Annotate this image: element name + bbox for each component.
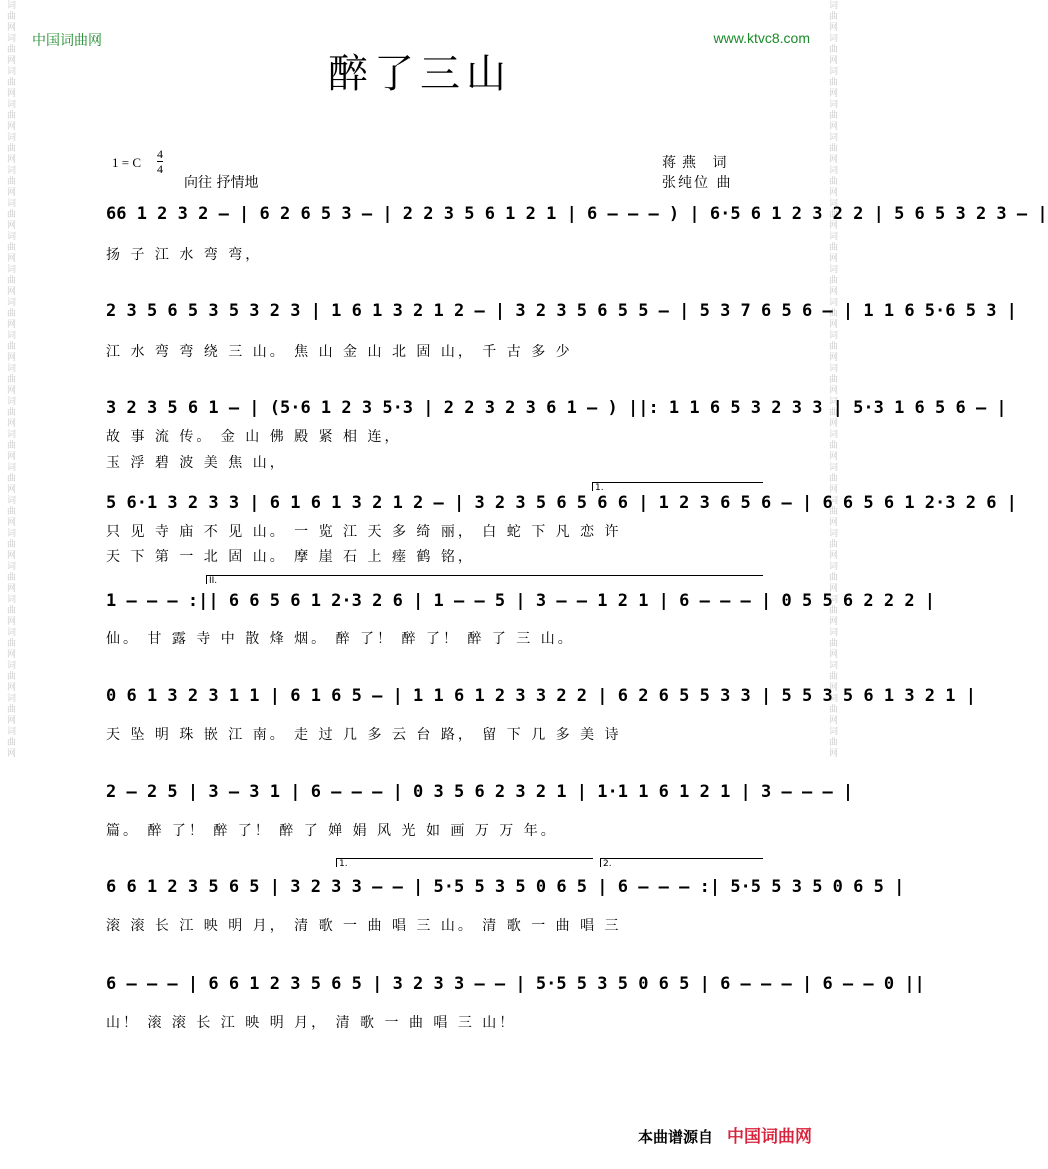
time-bottom: 4 [157,162,163,176]
score-row-9-notes: 6 – – – | 6 6 1 2 3 5 6 5 | 3 2 3 3 – – | 5·5 5 3 5 0 6 5 | 6 – – – | 6 – – 0 || [106,974,925,994]
footer-brand-link[interactable]: 中国词曲网 [727,1127,812,1147]
side-watermark-right: 词曲网词曲网词曲网词曲网词曲网词曲网词曲网词曲网词曲网词曲网词曲网词曲网词曲网词曲网词曲网词曲网词曲网词曲网词曲网词曲网词曲网词曲网词曲网 [827,0,837,759]
volta-marker-b: II. [206,575,763,584]
score-row-9-lyrics: 山！ 滚 滚 长 江 映 明 月， 清 歌 一 曲 唱 三 山！ [106,1015,517,1031]
score-row-3-lyrics-1: 故 事 流 传。 金 山 佛 殿 紧 相 连， [106,429,402,445]
footer-source [638,1122,812,1147]
score-row-1-notes: 66 1 2 3 2 – | 6 2 6 5 3 – | 2 2 3 5 6 1 2 1 | 6 – – – ) | 6·5 6 1 2 3 2 2 | 5 6 5 3 2 3 – | [106,204,1048,224]
score-row-1-lyrics: 扬 子 江 水 弯 弯， [106,247,263,263]
volta-first: 1. [336,858,593,867]
lyricist-credit: 蒋燕 词 [662,155,733,171]
key-signature: 1 = C [112,155,142,170]
side-watermark-left: 词曲网词曲网词曲网词曲网词曲网词曲网词曲网词曲网词曲网词曲网词曲网词曲网词曲网词曲网词曲网词曲网词曲网词曲网词曲网词曲网词曲网词曲网词曲网 [5,0,15,759]
site-name-top-left[interactable]: 中国词曲网 [32,33,102,49]
score-row-2-lyrics: 江 水 弯 弯 绕 三 山。 焦 山 金 山 北 固 山， 千 古 多 少 [106,344,573,360]
score-row-7-notes: 2 – 2 5 | 3 – 3 1 | 6 – – – | 0 3 5 6 2 3 2 1 | 1·1 1 6 1 2 1 | 3 – – – | [106,782,854,802]
score-row-8-notes: 6 6 1 2 3 5 6 5 | 3 2 3 3 – – | 5·5 5 3 5 0 6 5 | 6 – – – :| 5·5 5 3 5 0 6 5 | [106,877,905,897]
composer-credit: 张纯位 曲 [662,175,733,191]
score-row-6-notes: 0 6 1 3 2 3 1 1 | 6 1 6 5 – | 1 1 6 1 2 3 3 2 2 | 6 2 6 5 5 3 3 | 5 5 3 5 6 1 3 2 1 | [106,686,976,706]
tempo-mood: 向往 抒情地 [184,175,259,191]
score-row-4-lyrics-1: 只 见 寺 庙 不 见 山。 一 览 江 天 多 绮 丽， 白 蛇 下 凡 恋 许 [106,524,622,540]
score-row-6-lyrics: 天 坠 明 珠 嵌 江 南。 走 过 几 多 云 台 路， 留 下 几 多 美 诗 [106,727,622,743]
score-row-3-notes: 3 2 3 5 6 1 – | (5·6 1 2 3 5·3 | 2 2 3 2 3 6 1 – ) ||: 1 1 6 5 3 2 3 3 | 5·3 1 6 5 6 – | [106,398,1007,418]
score-row-8-lyrics: 滚 滚 长 江 映 明 月， 清 歌 一 曲 唱 三 山。 清 歌 一 曲 唱 三 [106,918,622,934]
volta-second: 2. [600,858,763,867]
score-row-5-notes: 1 – – – :|| 6 6 5 6 1 2·3 2 6 | 1 – – 5 | 3 – – 1 2 1 | 6 – – – | 0 5 5 6 2 2 2 | [106,591,936,611]
site-url-top-right[interactable]: www.ktvc8.com [713,30,810,46]
time-signature [157,147,163,176]
score-row-5-lyrics: 仙。 甘 露 寺 中 散 烽 烟。 醉 了！ 醉 了！ 醉 了 三 山。 [106,631,575,647]
score-row-3-lyrics-2: 玉 浮 碧 波 美 焦 山， [106,455,287,471]
score-row-7-lyrics: 篇。 醉 了！ 醉 了！ 醉 了 婵 娟 风 光 如 画 万 万 年。 [106,823,558,839]
score-row-4-notes: 5 6·1 3 2 3 3 | 6 1 6 1 3 2 1 2 – | 3 2 3 5 6 5 6 6 | 1 2 3 6 5 6 – | 6 6 5 6 1 2·3 2 6 | [106,493,1017,513]
song-title: 醉了三山 [328,51,512,97]
footer-source-label: 本曲谱源自 [637,1128,713,1146]
time-top: 4 [157,147,163,161]
score-row-2-notes: 2 3 5 6 5 3 5 3 2 3 | 1 6 1 3 2 1 2 – | 3 2 3 5 6 5 5 – | 5 3 7 6 5 6 – | 1 1 6 5·6 5 3 | [106,301,1017,321]
score-row-4-lyrics-2: 天 下 第 一 北 固 山。 摩 崖 石 上 瘗 鹤 铭， [106,549,475,565]
volta-first-a: 1. [592,482,763,491]
